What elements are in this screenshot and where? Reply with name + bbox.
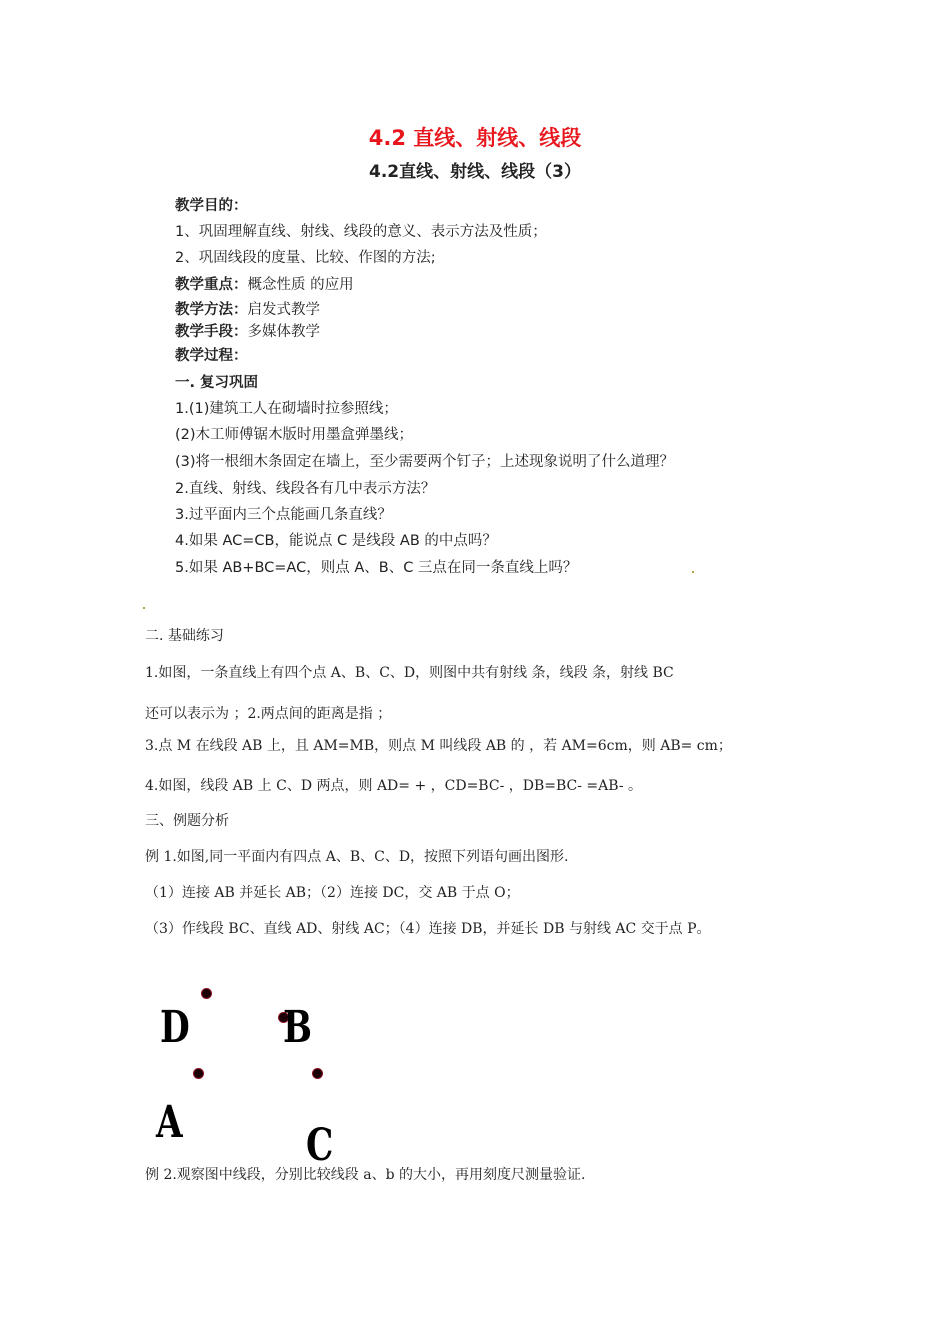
key-point-value: 概念性质 的应用	[247, 277, 354, 293]
means-label: 教学手段：	[175, 324, 248, 340]
practice-question: 4.如图，线段 AB 上 C、D 两点，则 AD= + ，CD=BC- ，DB=BC- =AB- 。	[145, 778, 642, 794]
key-point-row	[175, 273, 354, 294]
practice-question: 3.点 M 在线段 AB 上，且 AM=MB，则点 M 叫线段 AB 的 ，若 AM=6cm，则 AB= cm；	[145, 738, 732, 754]
practice-heading: 二. 基础练习	[145, 628, 224, 644]
method-label: 教学方法：	[175, 302, 248, 318]
example-1-step: （3）作线段 BC、直线 AD、射线 AC；（4）连接 DB，并延长 DB 与射线 AC 交于点 P。	[145, 921, 711, 937]
review-item: 3.过平面内三个点能画几条直线？	[175, 507, 392, 523]
practice-question: 还可以表示为 ；2.两点间的距离是指 ；	[145, 706, 392, 722]
point-D-label: D	[160, 1002, 190, 1053]
practice-question: 1.如图，一条直线上有四个点 A、B、C、D，则图中共有射线 条，线段 条，射线 BC	[145, 665, 674, 681]
review-item: (2)木工师傅锯木版时用墨盒弹墨线；	[175, 427, 414, 443]
page-title: 4.2 直线、射线、线段	[368, 126, 582, 150]
review-item: 1.(1)建筑工人在砌墙时拉参照线；	[175, 401, 398, 417]
point-A-label: A	[156, 1097, 183, 1148]
review-item: (3)将一根细木条固定在墙上，至少需要两个钉子；上述现象说明了什么道理？	[175, 454, 675, 470]
point-B-label: B	[283, 1002, 313, 1053]
point-C-dot	[313, 1069, 322, 1078]
method-row	[175, 298, 320, 319]
review-item: 4.如果 AC=CB，能说点 C 是线段 AB 的中点吗？	[175, 533, 497, 549]
objectives-heading: 教学目的：	[175, 198, 248, 214]
means-row	[175, 320, 320, 341]
point-A-dot	[194, 1069, 203, 1078]
objective-item: 2、巩固线段的度量、比较、作图的方法;	[175, 250, 436, 266]
point-C-label: C	[306, 1120, 334, 1171]
examples-heading: 三、例题分析	[145, 813, 229, 829]
scan-speck	[692, 571, 694, 573]
point-D-dot	[202, 989, 211, 998]
key-point-label: 教学重点：	[175, 277, 248, 293]
review-item: 5.如果 AB+BC=AC，则点 A、B、C 三点在同一条直线上吗？	[175, 560, 578, 576]
example-1-step: （1）连接 AB 并延长 AB；（2）连接 DC，交 AB 于点 O；	[145, 885, 520, 901]
lesson-subtitle: 4.2直线、射线、线段（3）	[369, 162, 581, 182]
means-value: 多媒体教学	[247, 324, 320, 340]
review-heading: 一. 复习巩固	[175, 375, 259, 391]
review-item: 2.直线、射线、线段各有几中表示方法？	[175, 481, 436, 497]
objective-item: 1、巩固理解直线、射线、线段的意义、表示方法及性质；	[175, 224, 547, 240]
example-1-statement: 例 1.如图,同一平面内有四点 A、B、C、D，按照下列语句画出图形.	[145, 849, 569, 865]
scan-speck	[143, 607, 145, 609]
process-heading: 教学过程：	[175, 348, 248, 364]
method-value: 启发式教学	[247, 302, 320, 318]
example-2-statement: 例 2.观察图中线段，分别比较线段 a、b 的大小，再用刻度尺测量验证.	[145, 1167, 586, 1183]
